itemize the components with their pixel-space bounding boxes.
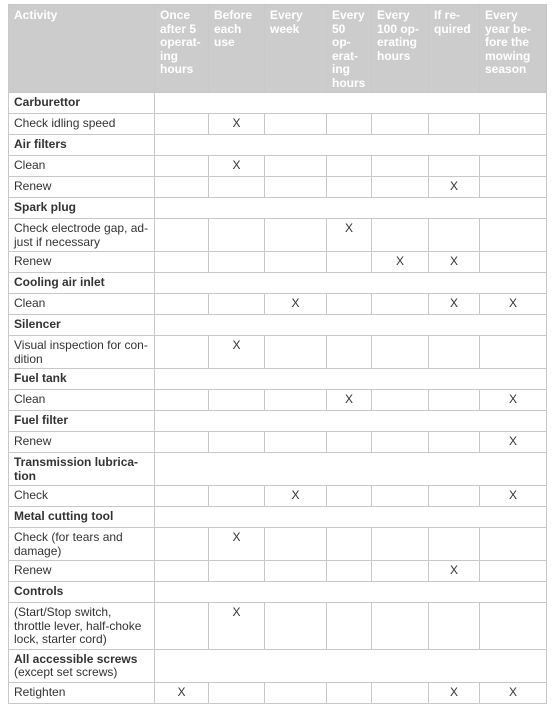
empty-cell <box>209 390 265 411</box>
interval-mark: X <box>480 294 547 315</box>
maintenance-table <box>8 4 547 704</box>
header-interval: If re-quired <box>429 5 480 93</box>
empty-cell <box>372 219 429 252</box>
section-row <box>9 649 547 682</box>
empty-cell <box>155 219 209 252</box>
empty-cell <box>372 390 429 411</box>
empty-cell <box>480 561 547 582</box>
section-row <box>9 273 547 294</box>
empty-cell <box>372 486 429 507</box>
empty-cell <box>265 156 327 177</box>
empty-cell <box>480 603 547 650</box>
empty-cell <box>327 682 372 703</box>
empty-cell <box>429 390 480 411</box>
empty-cell <box>429 114 480 135</box>
activity-label: Retighten <box>9 682 155 703</box>
table-row <box>9 561 547 582</box>
table-body <box>9 93 547 704</box>
empty-cell <box>155 390 209 411</box>
section-spacer <box>155 369 547 390</box>
section-spacer <box>155 411 547 432</box>
empty-cell <box>209 252 265 273</box>
activity-label: Check idling speed <box>9 114 155 135</box>
table-row <box>9 603 547 650</box>
activity-label: Check <box>9 486 155 507</box>
activity-label: Visual inspection for con-dition <box>9 336 155 369</box>
empty-cell <box>429 219 480 252</box>
table-row <box>9 219 547 252</box>
empty-cell <box>209 561 265 582</box>
empty-cell <box>372 603 429 650</box>
section-title-text: All accessible screws <box>14 651 138 666</box>
empty-cell <box>480 219 547 252</box>
section-row <box>9 93 547 114</box>
interval-mark: X <box>480 432 547 453</box>
section-row <box>9 411 547 432</box>
activity-label: (Start/Stop switch, throttle lever, half-choke lock, starter cord) <box>9 603 155 650</box>
interval-mark: X <box>265 486 327 507</box>
empty-cell <box>155 486 209 507</box>
section-title-text: Metal cutting tool <box>14 509 114 523</box>
section-title-text: Cooling air inlet <box>14 275 105 289</box>
activity-label: Renew <box>9 561 155 582</box>
empty-cell <box>155 294 209 315</box>
interval-mark: X <box>209 114 265 135</box>
section-title-text: Silencer <box>14 317 61 331</box>
empty-cell <box>327 252 372 273</box>
empty-cell <box>327 177 372 198</box>
empty-cell <box>372 561 429 582</box>
interval-mark: X <box>209 156 265 177</box>
empty-cell <box>155 336 209 369</box>
section-title <box>9 315 155 336</box>
empty-cell <box>327 603 372 650</box>
section-title <box>9 453 155 486</box>
empty-cell <box>209 486 265 507</box>
interval-mark: X <box>209 528 265 561</box>
empty-cell <box>209 432 265 453</box>
interval-mark: X <box>209 603 265 650</box>
section-spacer <box>155 135 547 156</box>
empty-cell <box>372 114 429 135</box>
empty-cell <box>327 336 372 369</box>
interval-mark: X <box>429 294 480 315</box>
interval-mark: X <box>429 252 480 273</box>
table-row <box>9 682 547 703</box>
section-row <box>9 369 547 390</box>
interval-mark: X <box>327 390 372 411</box>
section-title <box>9 93 155 114</box>
section-title <box>9 273 155 294</box>
interval-mark: X <box>155 682 209 703</box>
empty-cell <box>429 486 480 507</box>
table-row <box>9 156 547 177</box>
empty-cell <box>480 252 547 273</box>
empty-cell <box>480 156 547 177</box>
activity-label: Clean <box>9 294 155 315</box>
empty-cell <box>209 177 265 198</box>
section-spacer <box>155 582 547 603</box>
interval-mark: X <box>372 252 429 273</box>
section-title <box>9 198 155 219</box>
activity-label: Clean <box>9 390 155 411</box>
section-title <box>9 411 155 432</box>
empty-cell <box>372 528 429 561</box>
empty-cell <box>429 336 480 369</box>
header-interval: Before each use <box>209 5 265 93</box>
section-row <box>9 453 547 486</box>
interval-mark: X <box>265 294 327 315</box>
empty-cell <box>327 114 372 135</box>
table-row <box>9 177 547 198</box>
interval-mark: X <box>209 336 265 369</box>
table-row <box>9 528 547 561</box>
header-row <box>9 5 547 93</box>
section-row <box>9 582 547 603</box>
table-row <box>9 294 547 315</box>
empty-cell <box>155 114 209 135</box>
activity-label: Renew <box>9 432 155 453</box>
table-row <box>9 252 547 273</box>
empty-cell <box>327 156 372 177</box>
interval-mark: X <box>480 486 547 507</box>
empty-cell <box>155 252 209 273</box>
section-spacer <box>155 315 547 336</box>
empty-cell <box>155 177 209 198</box>
empty-cell <box>372 336 429 369</box>
empty-cell <box>327 486 372 507</box>
maintenance-chart <box>8 4 547 704</box>
table-row <box>9 432 547 453</box>
activity-label: Renew <box>9 252 155 273</box>
empty-cell <box>209 219 265 252</box>
interval-mark: X <box>429 682 480 703</box>
empty-cell <box>155 561 209 582</box>
empty-cell <box>327 294 372 315</box>
empty-cell <box>372 156 429 177</box>
header-interval: Every week <box>265 5 327 93</box>
empty-cell <box>480 336 547 369</box>
empty-cell <box>327 561 372 582</box>
header-interval: Once after 5 operat-ing hours <box>155 5 209 93</box>
empty-cell <box>372 294 429 315</box>
section-title-text: Controls <box>14 584 64 598</box>
section-spacer <box>155 93 547 114</box>
empty-cell <box>209 294 265 315</box>
section-title-text: Fuel filter <box>14 413 69 427</box>
section-row <box>9 198 547 219</box>
empty-cell <box>372 177 429 198</box>
table-row <box>9 390 547 411</box>
header-activity: Activity <box>9 5 155 93</box>
section-row <box>9 315 547 336</box>
section-title-text: Spark plug <box>14 200 77 214</box>
empty-cell <box>265 390 327 411</box>
empty-cell <box>429 603 480 650</box>
section-title-note: (except set screws) <box>14 665 118 679</box>
interval-mark: X <box>480 390 547 411</box>
empty-cell <box>372 432 429 453</box>
section-title <box>9 135 155 156</box>
activity-label: Check (for tears and damage) <box>9 528 155 561</box>
table-row <box>9 336 547 369</box>
empty-cell <box>429 432 480 453</box>
empty-cell <box>480 114 547 135</box>
section-title-text: Carburettor <box>14 95 81 109</box>
interval-mark: X <box>327 219 372 252</box>
activity-label: Check electrode gap, ad-just if necessary <box>9 219 155 252</box>
header-interval: Every 50 op-erat-ing hours <box>327 5 372 93</box>
empty-cell <box>265 432 327 453</box>
empty-cell <box>265 252 327 273</box>
empty-cell <box>155 528 209 561</box>
empty-cell <box>265 603 327 650</box>
section-title <box>9 369 155 390</box>
empty-cell <box>480 528 547 561</box>
empty-cell <box>265 682 327 703</box>
section-spacer <box>155 649 547 682</box>
empty-cell <box>155 156 209 177</box>
table-row <box>9 114 547 135</box>
empty-cell <box>327 432 372 453</box>
section-title <box>9 507 155 528</box>
interval-mark: X <box>429 561 480 582</box>
section-spacer <box>155 273 547 294</box>
section-row <box>9 135 547 156</box>
header-interval: Every 100 op-erating hours <box>372 5 429 93</box>
empty-cell <box>155 603 209 650</box>
section-title <box>9 649 155 682</box>
section-title-text: Fuel tank <box>14 371 67 385</box>
table-row <box>9 486 547 507</box>
section-row <box>9 507 547 528</box>
section-spacer <box>155 507 547 528</box>
section-spacer <box>155 453 547 486</box>
empty-cell <box>327 528 372 561</box>
empty-cell <box>265 336 327 369</box>
empty-cell <box>155 432 209 453</box>
empty-cell <box>265 528 327 561</box>
empty-cell <box>265 561 327 582</box>
section-spacer <box>155 198 547 219</box>
section-title-text: Air filters <box>14 137 67 151</box>
empty-cell <box>265 177 327 198</box>
header-interval: Every year be-fore the mowing season <box>480 5 547 93</box>
activity-label: Renew <box>9 177 155 198</box>
empty-cell <box>429 528 480 561</box>
activity-label: Clean <box>9 156 155 177</box>
section-title-text: Transmission lubrica-tion <box>14 455 139 483</box>
empty-cell <box>265 219 327 252</box>
empty-cell <box>429 156 480 177</box>
empty-cell <box>480 177 547 198</box>
empty-cell <box>372 682 429 703</box>
empty-cell <box>265 114 327 135</box>
section-title <box>9 582 155 603</box>
empty-cell <box>209 682 265 703</box>
interval-mark: X <box>480 682 547 703</box>
interval-mark: X <box>429 177 480 198</box>
